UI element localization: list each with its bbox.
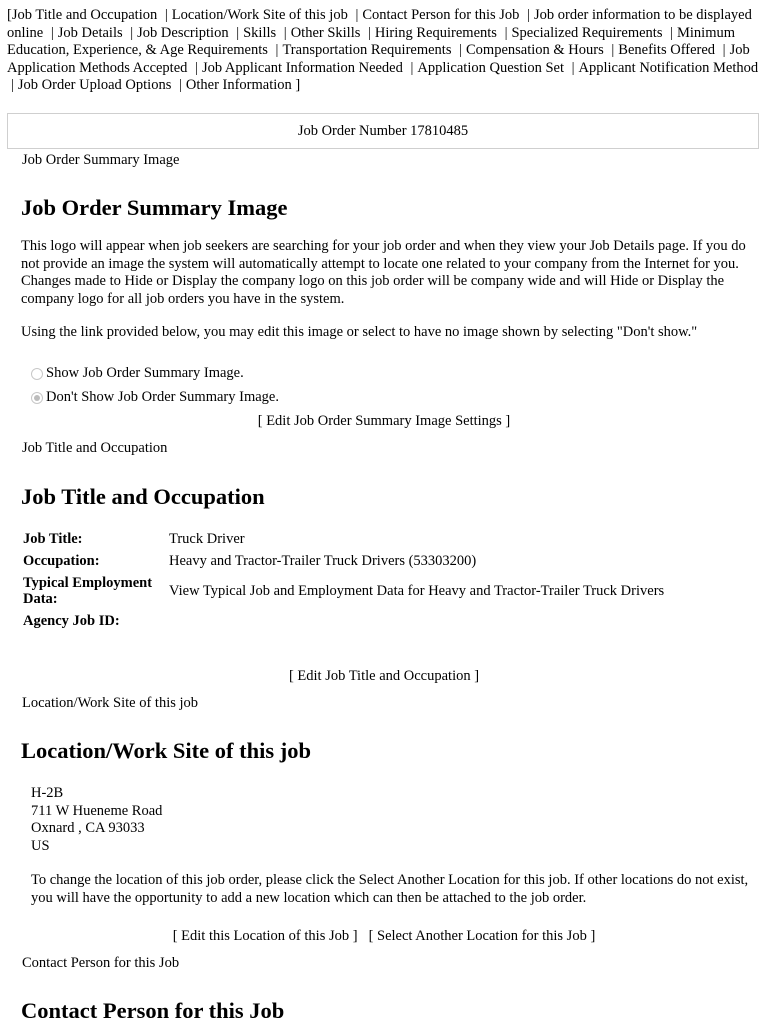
nav-link-benefits[interactable]: Benefits Offered	[618, 42, 716, 58]
nav-link-job-title[interactable]: Job Title and Occupation	[11, 7, 158, 23]
nav-link-question-set[interactable]: Application Question Set	[417, 59, 564, 76]
nav-link-online-info[interactable]: Job order information to be displayed online	[7, 7, 752, 41]
nav-separator: |	[571, 59, 575, 76]
employment-data-label: Typical Employment Data:	[23, 575, 153, 607]
nav-separator: |	[283, 24, 287, 41]
nav-link-transportation[interactable]: Transportation Requirements	[282, 42, 452, 58]
nav-separator: |	[459, 42, 462, 58]
nav-close-bracket: ]	[295, 77, 301, 93]
nav-link-applicant-info[interactable]: Job Applicant Information Needed	[201, 59, 403, 76]
show-image-radio[interactable]	[31, 368, 43, 380]
nav-separator: |	[130, 24, 134, 41]
nav-separator: |	[670, 24, 673, 41]
hide-image-label: Don't Show Job Order Summary Image.	[46, 389, 279, 405]
employment-data-link[interactable]: View Typical Job and Employment Data for Heavy and Tractor-Trailer Truck Drivers	[169, 582, 665, 599]
nav-separator: |	[195, 59, 198, 76]
address-line-city-state-zip: Oxnard , CA 93033	[31, 820, 145, 836]
summary-image-actions	[0, 413, 768, 430]
nav-link-compensation-hours[interactable]: Compensation & Hours	[466, 42, 604, 58]
job-order-number: Job Order Number 17810485	[297, 122, 469, 139]
nav-separator: |	[164, 7, 168, 23]
nav-separator: |	[410, 59, 414, 76]
occupation-value: Heavy and Tractor-Trailer Truck Drivers (53303200)	[169, 552, 477, 569]
nav-separator: |	[275, 42, 279, 58]
nav-link-job-details[interactable]: Job Details	[57, 24, 123, 41]
summary-image-heading: Job Order Summary Image	[21, 195, 288, 220]
nav-link-specialized-requirements[interactable]: Specialized Requirements	[511, 24, 663, 41]
nav-link-hiring-requirements[interactable]: Hiring Requirements	[374, 24, 497, 41]
job-title-heading: Job Title and Occupation	[21, 484, 265, 509]
contact-heading: Contact Person for this Job	[21, 998, 285, 1023]
location-actions	[0, 928, 768, 945]
edit-location-link[interactable]: [ Edit this Location of this Job ]	[172, 928, 358, 944]
hide-image-radio[interactable]	[31, 392, 43, 404]
agency-job-id-label: Agency Job ID:	[23, 613, 120, 629]
location-address	[31, 785, 162, 855]
address-line-program: H-2B	[31, 785, 64, 801]
section-nav	[7, 7, 759, 95]
location-change-note: To change the location of this job order, please click the Select Another Location for this job. If other locations do not exist, you will have the opportunity to add a new location which can then be attached to the job order.	[31, 872, 749, 906]
agency-job-id-value	[165, 610, 666, 632]
show-image-option[interactable]	[31, 365, 244, 382]
nav-link-other-information[interactable]: Other Information	[185, 77, 292, 93]
nav-separator: |	[355, 7, 359, 23]
job-title-label: Job Title:	[23, 531, 83, 547]
table-row	[21, 550, 666, 572]
nav-link-location[interactable]: Location/Work Site of this job	[171, 7, 348, 23]
job-title-anchor: Job Title and Occupation	[22, 440, 168, 456]
job-title-actions	[0, 668, 768, 685]
nav-link-contact-person[interactable]: Contact Person for this Job	[362, 7, 520, 23]
summary-image-anchor: Job Order Summary Image	[22, 152, 180, 168]
nav-separator: |	[11, 77, 14, 93]
table-row	[21, 528, 666, 550]
address-line-street: 711 W Hueneme Road	[31, 802, 163, 819]
address-line-country: US	[31, 837, 50, 854]
summary-image-description: This logo will appear when job seekers are searching for your job order and when they view your Job Details page. If you do not provide an image the system will automatically attempt to locate one related to your company from the Internet for you. Changes made to Hide or Display the company logo on this job order will be company wide and will Hide or Display the company logo for all job orders you have in the system.	[21, 238, 746, 307]
summary-image-instructions: Using the link provided below, you may edit this image or select to have no image shown by selecting "Don't show."	[21, 324, 698, 340]
nav-open-bracket: [	[7, 7, 12, 23]
nav-separator: |	[722, 42, 726, 58]
nav-separator: |	[368, 24, 371, 41]
nav-link-other-skills[interactable]: Other Skills	[290, 24, 361, 41]
table-row	[21, 572, 666, 610]
job-title-table	[21, 528, 666, 632]
nav-separator: |	[50, 24, 54, 41]
job-order-number-box	[7, 113, 759, 149]
nav-link-minimum-education[interactable]: Minimum Education, Experience, & Age Requirements	[7, 24, 736, 58]
nav-separator: |	[611, 42, 615, 58]
hide-image-option[interactable]	[31, 389, 279, 406]
table-row	[21, 610, 666, 632]
edit-summary-image-link[interactable]: [ Edit Job Order Summary Image Settings ]	[257, 413, 511, 429]
select-another-location-link[interactable]: [ Select Another Location for this Job ]	[368, 928, 596, 944]
nav-separator: |	[527, 7, 530, 23]
edit-job-title-link[interactable]: [ Edit Job Title and Occupation ]	[288, 668, 480, 684]
occupation-label: Occupation:	[23, 553, 100, 569]
contact-anchor: Contact Person for this Job	[22, 955, 180, 971]
nav-link-skills[interactable]: Skills	[243, 24, 277, 41]
nav-separator: |	[178, 77, 182, 93]
job-title-value: Truck Driver	[169, 530, 245, 547]
location-heading: Location/Work Site of this job	[21, 738, 312, 763]
location-anchor: Location/Work Site of this job	[22, 695, 199, 711]
nav-separator: |	[236, 24, 240, 41]
nav-link-upload-options[interactable]: Job Order Upload Options	[17, 77, 172, 93]
show-image-label: Show Job Order Summary Image.	[46, 365, 244, 381]
nav-separator: |	[504, 24, 508, 41]
nav-link-application-methods[interactable]: Job Application Methods Accepted	[7, 42, 750, 76]
nav-link-job-description[interactable]: Job Description	[137, 24, 229, 41]
nav-link-notification-method[interactable]: Applicant Notification Method	[578, 59, 759, 76]
